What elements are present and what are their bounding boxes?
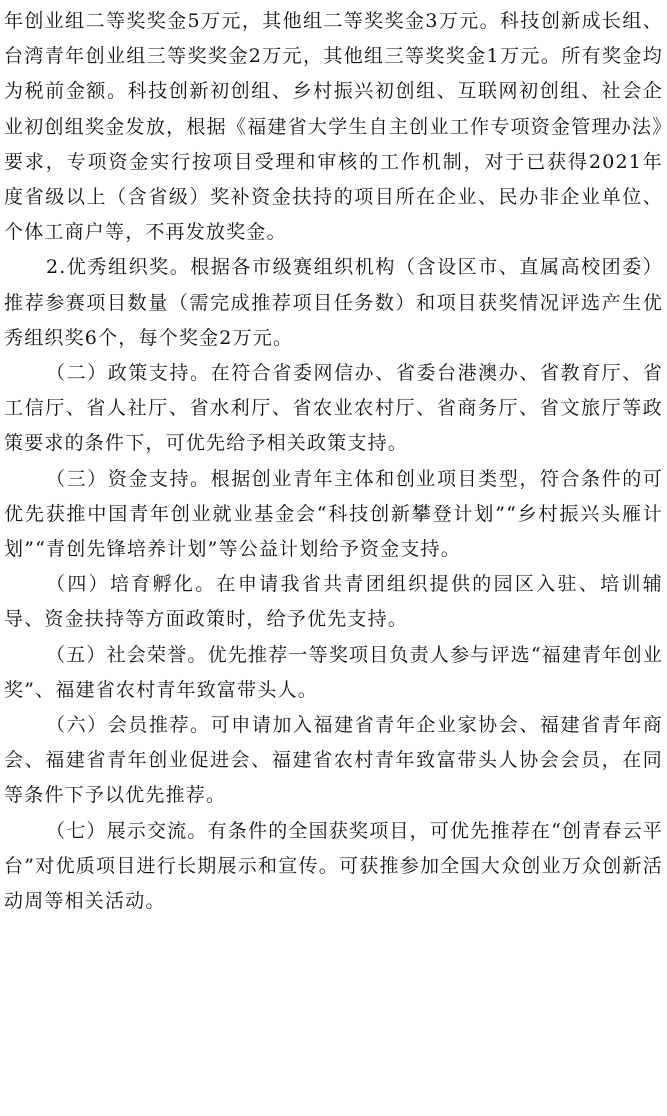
paragraph-excellent-organization-award: 2.优秀组织奖。根据各市级赛组织机构（含设区市、直属高校团委）推荐参赛项目数量（需完成推荐项目任务数）和项目获奖情况评选产生优秀组织奖6个，每个奖金2万元。 — [4, 256, 663, 349]
paragraph-incubation: （四）培育孵化。在申请我省共青团组织提供的园区入驻、培训辅导、资金扶持等方面政策时，给予优先支持。 — [4, 573, 663, 631]
paragraph-policy-support: （二）政策支持。在符合省委网信办、省委台港澳办、省教育厅、省工信厅、省人社厅、省水利厅、省农业农村厅、省商务厅、省文旅厅等政策要求的条件下，可优先给予相关政策支持。 — [4, 362, 663, 455]
paragraph-funding-support: （三）资金支持。根据创业青年主体和创业项目类型，符合条件的可优先获推中国青年创业就业基金会“科技创新攀登计划”“乡村振兴头雁计划”“青创先锋培养计划”等公益计划给予资金支持。 — [4, 467, 663, 561]
paragraph-showcase-exchange: （七）展示交流。有条件的全国获奖项目，可优先推荐在“创青春云平台”对优质项目进行长期展示和宣传。可获推参加全国大众创业万众创新活动周等相关活动。 — [4, 819, 663, 913]
paragraph-social-honor: （五）社会荣誉。优先推荐一等奖项目负责人参与评选“福建青年创业奖”、福建省农村青年致富带头人。 — [4, 643, 663, 701]
paragraph-membership-recommendation: （六）会员推荐。可申请加入福建省青年企业家协会、福建省青年商会、福建省青年创业促进会、福建省农村青年致富带头人协会会员，在同等条件下予以优先推荐。 — [4, 714, 663, 807]
paragraph-award-amounts: 年创业组二等奖奖金5万元，其他组二等奖奖金3万元。科技创新成长组、台湾青年创业组三等奖奖金2万元，其他组三等奖奖金1万元。所有奖金均为税前金额。科技创新初创组、乡村振兴初创组、互联网初创组、社会企业初创组奖金发放，根据《福建省大学生自主创业工作专项资金管理办法》要求，专项资金实行按项目受理和审核的工作机制，对于已获得2021年度省级以上（含省级）奖补资金扶持的项目所在企业、民办非企业单位、个体工商户等，不再发放奖金。 — [4, 10, 663, 244]
